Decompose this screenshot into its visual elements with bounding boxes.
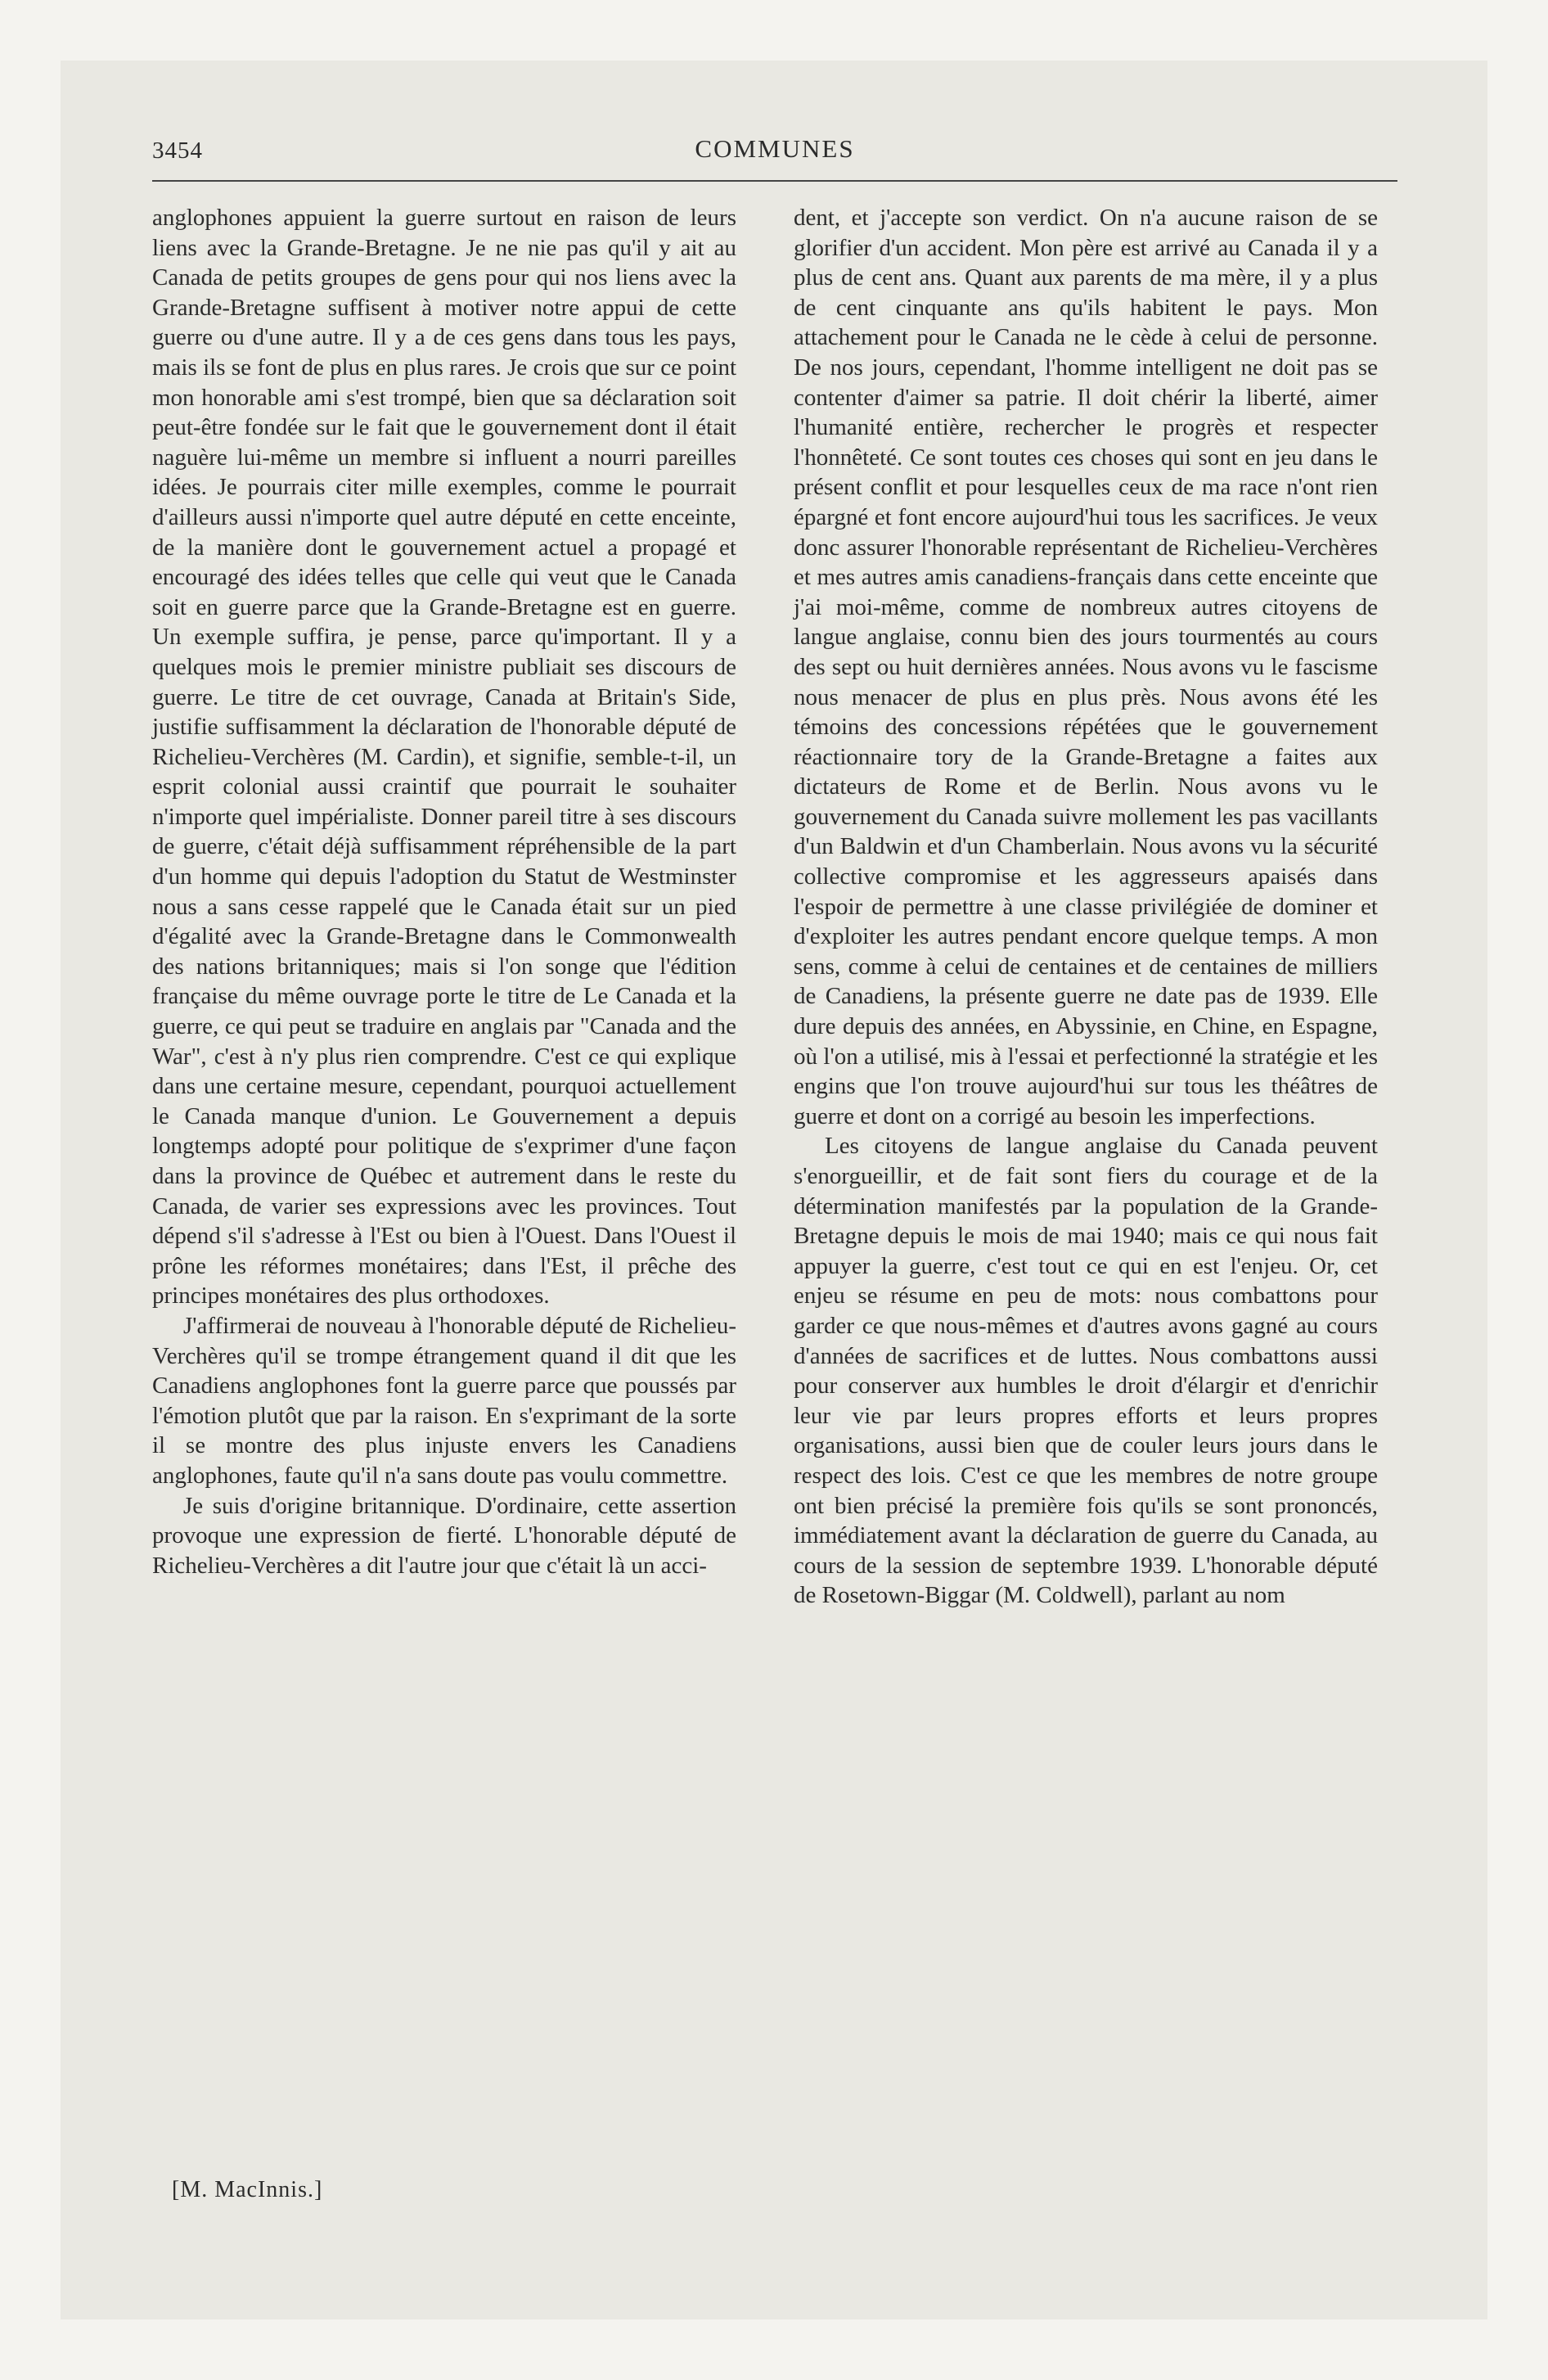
running-title: COMMUNES (695, 134, 855, 163)
header-rule (152, 180, 1397, 182)
right-paragraph-1: dent, et j'accepte son verdict. On n'a aucune raison de se glorifier d'un accident. Mon père est arrivé au Canada il y a plus de cent ans. Quant aux parents de ma mère, il y a plus de cent cinquante ans qu'ils habitent le pays. Mon attachement pour le Canada ne le cède à celui de personne. De nos jours, cependant, l'homme intelligent ne doit pas se contenter d'aimer sa patrie. Il doit chérir la liberté, aimer l'humanité entière, rechercher le progrès et respecter l'honnêteté. Ce sont toutes ces choses qui sont en jeu dans le présent conflit et pour lesquelles ceux de ma race n'ont rien épargné et font encore aujourd'hui tous les sacrifices. Je veux donc assurer l'honorable représentant de Richelieu-Verchères et mes autres amis canadiens-français dans cette enceinte que j'ai moi-même, comme de nombreux autres citoyens de langue anglaise, connu bien des jours tourmentés au cours des sept ou huit dernières années. Nous avons vu le fascisme nous menacer de plus en plus près. Nous avons été les témoins des concessions répétées que le gouvernement réactionnaire tory de la Grande-Bretagne a faites aux dictateurs de Rome et de Berlin. Nous avons vu le gouvernement du Canada suivre mollement les pas vacillants d'un Baldwin et d'un Chamberlain. Nous avons vu la sécurité collective compromise et les aggresseurs apaisés dans l'espoir de permettre à une classe privilégiée de dominer et d'exploiter les autres pendant encore quelque temps. A mon sens, comme à celui de centaines et de centaines de milliers de Canadiens, la présente guerre ne date pas de 1939. Elle dure depuis des années, en Abyssinie, en Chine, en Espagne, où l'on a utilisé, mis à l'essai et perfectionné la stratégie et les engins que l'on trouve aujourd'hui sur tous les théâtres de guerre et dont on a corrigé au besoin les imperfections. (794, 205, 1378, 1129)
speaker-attribution: [M. MacInnis.] (172, 2177, 323, 2202)
page-header (152, 131, 1397, 177)
left-column (152, 203, 736, 1580)
right-paragraph-2: Les citoyens de langue anglaise du Canada peuvent s'enorgueillir, et de fait sont fiers du courage et de la détermination manifestés par la population de la Grande-Bretagne depuis le mois de mai 1940; mais ce qui nous fait appuyer la guerre, c'est tout ce qui en est l'enjeu. Or, cet enjeu se résume en peu de mots: nous combattons pour garder ce que nous-mêmes et d'autres avons gagné au cours d'années de sacrifices et de luttes. Nous combattons aussi pour conserver aux humbles le droit d'élargir et d'enrichir leur vie par leurs propres efforts et leurs propres organisations, aussi bien que de couler leurs jours dans le respect des lois. C'est ce que les membres de notre groupe ont bien précisé la première fois qu'ils se sont prononcés, immédiatement avant la déclaration de guerre du Canada, au cours de la session de septembre 1939. L'honorable député de Rosetown-Biggar (M. Coldwell), parlant au nom (794, 1133, 1378, 1609)
left-paragraph-2: J'affirmerai de nouveau à l'honorable député de Richelieu-Verchères qu'il se trompe étrangement quand il dit que les Canadiens anglophones font la guerre parce que poussés par l'émotion plutôt que par la raison. En s'exprimant de la sorte il se montre des plus injuste envers les Canadiens anglophones, faute qu'il n'a sans doute pas voulu commettre. (152, 1312, 736, 1489)
page-number: 3454 (152, 137, 203, 164)
left-paragraph-1: anglophones appuient la guerre surtout en raison de leurs liens avec la Grande-Bretagne. Je ne nie pas qu'il y ait au Canada de petits groupes de gens pour qui nos liens avec la Grande-Bretagne suffisent à motiver notre appui de cette guerre ou d'une autre. Il y a de ces gens dans tous les pays, mais ils se font de plus en plus rares. Je crois que sur ce point mon honorable ami s'est trompé, bien que sa déclaration soit peut-être fondée sur le fait que le gouvernement dont il était naguère lui-même un membre si influent a nourri pareilles idées. Je pourrais citer mille exemples, comme le pourrait d'ailleurs aussi n'importe quel autre député en cette enceinte, de la manière dont le gouvernement actuel a propagé et encouragé des idées telles que celle qui veut que le Canada soit en guerre parce que la Grande-Bretagne est en guerre. Un exemple suffira, je pense, parce qu'important. Il y a quelques mois le premier ministre publiait ses discours de guerre. Le titre de cet ouvrage, Canada at Britain's Side, justifie suffisamment la déclaration de l'honorable député de Richelieu-Verchères (M. Cardin), et signifie, semble-t-il, un esprit colonial aussi craintif que pourrait le souhaiter n'importe quel impérialiste. Donner pareil titre à ses discours de guerre, c'était déjà suffisamment répréhensible de la part d'un homme qui depuis l'adoption du Statut de Westminster nous a sans cesse rappelé que le Canada était sur un pied d'égalité avec la Grande-Bretagne dans le Commonwealth des nations britanniques; mais si l'on songe que l'édition française du même ouvrage porte le titre de Le Canada et la guerre, ce qui peut se traduire en anglais par "Canada and the War", c'est à n'y plus rien comprendre. C'est ce qui explique dans une certaine mesure, cependant, pourquoi actuellement le Canada manque d'union. Le Gouvernement a depuis longtemps adopté pour politique de s'exprimer d'une façon dans la province de Québec et autrement dans le reste du Canada, de varier ses expressions avec les provinces. Tout dépend s'il s'adresse à l'Est ou bien à l'Ouest. Dans l'Ouest il prône les réformes monétaires; dans l'Est, il prêche des principes monétaires des plus orthodoxes. (152, 205, 736, 1309)
left-paragraph-3: Je suis d'origine britannique. D'ordinaire, cette assertion provoque une expression de fierté. L'honorable député de Richelieu-Verchères a dit l'autre jour que c'était là un acci- (152, 1492, 736, 1579)
right-column (794, 203, 1378, 1611)
